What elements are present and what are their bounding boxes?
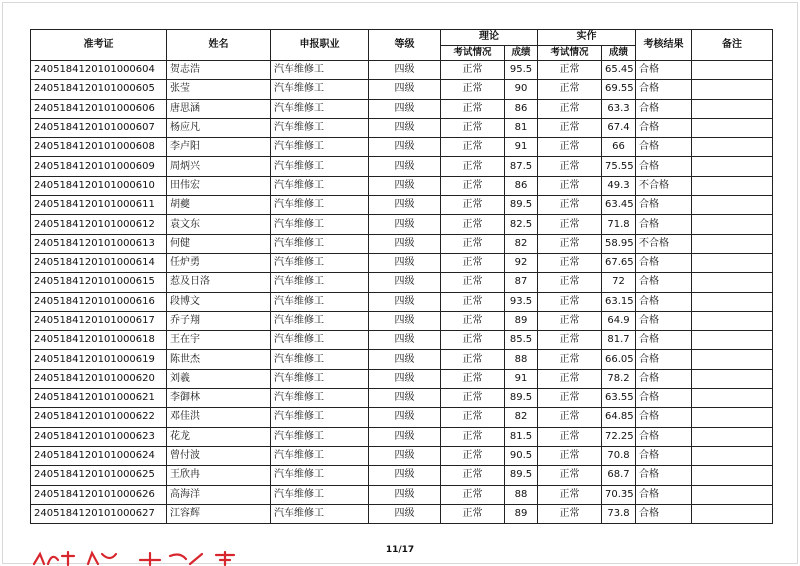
- cell-name: 任炉勇: [167, 253, 271, 272]
- cell-result: 合格: [636, 369, 692, 388]
- table-row: [31, 446, 773, 465]
- cell-practical-score: 68.7: [602, 466, 636, 485]
- cell-practical-status: 正常: [538, 408, 602, 427]
- cell-exam-id: 2405184120101000625: [31, 466, 167, 485]
- cell-remark: [692, 234, 773, 253]
- cell-result: 合格: [636, 138, 692, 157]
- cell-remark: [692, 466, 773, 485]
- cell-remark: [692, 61, 773, 80]
- cell-practical-status: 正常: [538, 369, 602, 388]
- cell-practical-score: 49.3: [602, 176, 636, 195]
- cell-result: 合格: [636, 350, 692, 369]
- cell-practical-status: 正常: [538, 80, 602, 99]
- cell-theory-status: 正常: [441, 311, 505, 330]
- cell-remark: [692, 157, 773, 176]
- cell-theory-status: 正常: [441, 504, 505, 523]
- cell-name: 田伟宏: [167, 176, 271, 195]
- cell-exam-id: 2405184120101000623: [31, 427, 167, 446]
- table-row: [31, 215, 773, 234]
- cell-level: 四级: [369, 408, 441, 427]
- cell-result: 合格: [636, 408, 692, 427]
- cell-name: 刘羲: [167, 369, 271, 388]
- cell-theory-status: 正常: [441, 389, 505, 408]
- cell-name: 乔子翔: [167, 311, 271, 330]
- cell-theory-status: 正常: [441, 350, 505, 369]
- cell-theory-score: 87: [505, 273, 538, 292]
- cell-remark: [692, 273, 773, 292]
- table-row: [31, 350, 773, 369]
- cell-practical-score: 75.55: [602, 157, 636, 176]
- cell-result: 合格: [636, 215, 692, 234]
- cell-result: 合格: [636, 331, 692, 350]
- table-row: [31, 118, 773, 137]
- cell-practical-status: 正常: [538, 61, 602, 80]
- cell-occupation: 汽车维修工: [271, 196, 369, 215]
- cell-name: 王欣冉: [167, 466, 271, 485]
- cell-theory-status: 正常: [441, 61, 505, 80]
- cell-theory-score: 81: [505, 118, 538, 137]
- cell-theory-score: 86: [505, 176, 538, 195]
- cell-remark: [692, 253, 773, 272]
- cell-level: 四级: [369, 331, 441, 350]
- cell-occupation: 汽车维修工: [271, 369, 369, 388]
- cell-occupation: 汽车维修工: [271, 427, 369, 446]
- cell-exam-id: 2405184120101000617: [31, 311, 167, 330]
- cell-practical-status: 正常: [538, 176, 602, 195]
- cell-remark: [692, 176, 773, 195]
- cell-practical-status: 正常: [538, 253, 602, 272]
- cell-practical-score: 58.95: [602, 234, 636, 253]
- cell-name: 李御林: [167, 389, 271, 408]
- cell-remark: [692, 196, 773, 215]
- cell-remark: [692, 389, 773, 408]
- cell-practical-score: 67.65: [602, 253, 636, 272]
- cell-occupation: 汽车维修工: [271, 234, 369, 253]
- cell-theory-score: 95.5: [505, 61, 538, 80]
- cell-name: 张莹: [167, 80, 271, 99]
- cell-level: 四级: [369, 157, 441, 176]
- cell-level: 四级: [369, 176, 441, 195]
- col-header-theory-score: 成绩: [505, 45, 538, 61]
- cell-remark: [692, 446, 773, 465]
- cell-remark: [692, 408, 773, 427]
- cell-exam-id: 2405184120101000610: [31, 176, 167, 195]
- cell-result: 合格: [636, 311, 692, 330]
- cell-level: 四级: [369, 485, 441, 504]
- table-row: [31, 138, 773, 157]
- cell-theory-status: 正常: [441, 234, 505, 253]
- cell-practical-score: 67.4: [602, 118, 636, 137]
- cell-name: 江容辉: [167, 504, 271, 523]
- cell-remark: [692, 504, 773, 523]
- cell-occupation: 汽车维修工: [271, 446, 369, 465]
- cell-practical-status: 正常: [538, 389, 602, 408]
- cell-remark: [692, 331, 773, 350]
- cell-exam-id: 2405184120101000620: [31, 369, 167, 388]
- cell-theory-score: 91: [505, 138, 538, 157]
- cell-practical-status: 正常: [538, 234, 602, 253]
- cell-level: 四级: [369, 292, 441, 311]
- cell-name: 邓佳洪: [167, 408, 271, 427]
- red-stamp-fragment: [30, 550, 250, 566]
- cell-result: 不合格: [636, 234, 692, 253]
- cell-occupation: 汽车维修工: [271, 118, 369, 137]
- cell-theory-status: 正常: [441, 466, 505, 485]
- cell-practical-status: 正常: [538, 196, 602, 215]
- cell-theory-status: 正常: [441, 273, 505, 292]
- cell-practical-score: 72: [602, 273, 636, 292]
- cell-practical-score: 64.85: [602, 408, 636, 427]
- cell-name: 王在宇: [167, 331, 271, 350]
- cell-occupation: 汽车维修工: [271, 215, 369, 234]
- cell-level: 四级: [369, 196, 441, 215]
- cell-level: 四级: [369, 427, 441, 446]
- cell-name: 周炳兴: [167, 157, 271, 176]
- cell-exam-id: 2405184120101000612: [31, 215, 167, 234]
- cell-occupation: 汽车维修工: [271, 311, 369, 330]
- cell-theory-score: 87.5: [505, 157, 538, 176]
- cell-level: 四级: [369, 61, 441, 80]
- cell-exam-id: 2405184120101000618: [31, 331, 167, 350]
- table-row: [31, 427, 773, 446]
- table-row: [31, 504, 773, 523]
- cell-theory-status: 正常: [441, 215, 505, 234]
- col-header-practical: 实作: [538, 30, 636, 46]
- table-row: [31, 485, 773, 504]
- cell-exam-id: 2405184120101000614: [31, 253, 167, 272]
- col-header-remark: 备注: [692, 30, 773, 61]
- cell-result: 合格: [636, 118, 692, 137]
- cell-theory-status: 正常: [441, 253, 505, 272]
- cell-theory-score: 89.5: [505, 389, 538, 408]
- cell-exam-id: 2405184120101000615: [31, 273, 167, 292]
- cell-result: 合格: [636, 427, 692, 446]
- cell-level: 四级: [369, 504, 441, 523]
- cell-result: 不合格: [636, 176, 692, 195]
- cell-exam-id: 2405184120101000607: [31, 118, 167, 137]
- cell-occupation: 汽车维修工: [271, 292, 369, 311]
- cell-result: 合格: [636, 389, 692, 408]
- cell-theory-score: 92: [505, 253, 538, 272]
- cell-theory-score: 81.5: [505, 427, 538, 446]
- cell-name: 高海洋: [167, 485, 271, 504]
- table-row: [31, 369, 773, 388]
- cell-result: 合格: [636, 196, 692, 215]
- cell-occupation: 汽车维修工: [271, 273, 369, 292]
- cell-level: 四级: [369, 215, 441, 234]
- header-row: [31, 30, 773, 46]
- cell-occupation: 汽车维修工: [271, 253, 369, 272]
- cell-name: 惹及日洛: [167, 273, 271, 292]
- cell-result: 合格: [636, 485, 692, 504]
- cell-remark: [692, 215, 773, 234]
- table-row: [31, 80, 773, 99]
- cell-practical-status: 正常: [538, 118, 602, 137]
- cell-exam-id: 2405184120101000604: [31, 61, 167, 80]
- page-number: 11/17: [385, 545, 415, 555]
- cell-exam-id: 2405184120101000609: [31, 157, 167, 176]
- cell-theory-status: 正常: [441, 292, 505, 311]
- col-header-exam-id: 准考证: [31, 30, 167, 61]
- col-header-theory-status: 考试情况: [441, 45, 505, 61]
- cell-exam-id: 2405184120101000624: [31, 446, 167, 465]
- cell-theory-status: 正常: [441, 408, 505, 427]
- cell-occupation: 汽车维修工: [271, 99, 369, 118]
- cell-name: 胡夔: [167, 196, 271, 215]
- cell-practical-status: 正常: [538, 138, 602, 157]
- cell-practical-score: 63.55: [602, 389, 636, 408]
- cell-exam-id: 2405184120101000605: [31, 80, 167, 99]
- cell-practical-score: 70.35: [602, 485, 636, 504]
- cell-theory-score: 82: [505, 234, 538, 253]
- cell-result: 合格: [636, 273, 692, 292]
- cell-practical-status: 正常: [538, 292, 602, 311]
- cell-name: 唐思涵: [167, 99, 271, 118]
- cell-practical-score: 66.05: [602, 350, 636, 369]
- cell-exam-id: 2405184120101000622: [31, 408, 167, 427]
- table-body: [31, 61, 773, 524]
- cell-result: 合格: [636, 253, 692, 272]
- results-table: [30, 29, 773, 524]
- cell-theory-score: 86: [505, 99, 538, 118]
- cell-remark: [692, 80, 773, 99]
- cell-remark: [692, 311, 773, 330]
- cell-theory-score: 89.5: [505, 466, 538, 485]
- cell-level: 四级: [369, 138, 441, 157]
- cell-exam-id: 2405184120101000621: [31, 389, 167, 408]
- cell-remark: [692, 350, 773, 369]
- cell-name: 何健: [167, 234, 271, 253]
- cell-name: 贺志浩: [167, 61, 271, 80]
- cell-remark: [692, 99, 773, 118]
- cell-result: 合格: [636, 292, 692, 311]
- cell-theory-score: 90: [505, 80, 538, 99]
- table-row: [31, 99, 773, 118]
- cell-practical-score: 66: [602, 138, 636, 157]
- cell-theory-score: 93.5: [505, 292, 538, 311]
- table-row: [31, 61, 773, 80]
- cell-theory-status: 正常: [441, 118, 505, 137]
- cell-practical-status: 正常: [538, 427, 602, 446]
- cell-level: 四级: [369, 389, 441, 408]
- col-header-result: 考核结果: [636, 30, 692, 61]
- cell-level: 四级: [369, 369, 441, 388]
- cell-name: 袁文东: [167, 215, 271, 234]
- cell-name: 花龙: [167, 427, 271, 446]
- cell-exam-id: 2405184120101000608: [31, 138, 167, 157]
- cell-practical-score: 69.55: [602, 80, 636, 99]
- cell-practical-score: 70.8: [602, 446, 636, 465]
- cell-level: 四级: [369, 273, 441, 292]
- table-row: [31, 196, 773, 215]
- cell-result: 合格: [636, 61, 692, 80]
- cell-level: 四级: [369, 99, 441, 118]
- cell-occupation: 汽车维修工: [271, 408, 369, 427]
- col-header-practical-score: 成绩: [602, 45, 636, 61]
- cell-name: 曾付波: [167, 446, 271, 465]
- cell-result: 合格: [636, 157, 692, 176]
- cell-level: 四级: [369, 234, 441, 253]
- col-header-level: 等级: [369, 30, 441, 61]
- col-header-occupation: 申报职业: [271, 30, 369, 61]
- table-row: [31, 408, 773, 427]
- cell-remark: [692, 369, 773, 388]
- cell-practical-status: 正常: [538, 485, 602, 504]
- cell-exam-id: 2405184120101000613: [31, 234, 167, 253]
- table-row: [31, 466, 773, 485]
- cell-result: 合格: [636, 466, 692, 485]
- cell-occupation: 汽车维修工: [271, 389, 369, 408]
- cell-theory-score: 85.5: [505, 331, 538, 350]
- cell-exam-id: 2405184120101000611: [31, 196, 167, 215]
- cell-theory-score: 91: [505, 369, 538, 388]
- cell-practical-status: 正常: [538, 466, 602, 485]
- cell-theory-status: 正常: [441, 138, 505, 157]
- cell-theory-score: 89: [505, 504, 538, 523]
- cell-level: 四级: [369, 118, 441, 137]
- cell-theory-score: 88: [505, 350, 538, 369]
- cell-occupation: 汽车维修工: [271, 138, 369, 157]
- cell-theory-status: 正常: [441, 331, 505, 350]
- cell-exam-id: 2405184120101000627: [31, 504, 167, 523]
- cell-occupation: 汽车维修工: [271, 176, 369, 195]
- cell-occupation: 汽车维修工: [271, 331, 369, 350]
- cell-remark: [692, 118, 773, 137]
- cell-occupation: 汽车维修工: [271, 80, 369, 99]
- cell-practical-status: 正常: [538, 99, 602, 118]
- cell-level: 四级: [369, 350, 441, 369]
- cell-remark: [692, 485, 773, 504]
- cell-practical-score: 64.9: [602, 311, 636, 330]
- cell-level: 四级: [369, 80, 441, 99]
- table-row: [31, 389, 773, 408]
- table-row: [31, 157, 773, 176]
- cell-exam-id: 2405184120101000626: [31, 485, 167, 504]
- cell-theory-status: 正常: [441, 157, 505, 176]
- cell-theory-status: 正常: [441, 99, 505, 118]
- cell-practical-status: 正常: [538, 311, 602, 330]
- col-header-name: 姓名: [167, 30, 271, 61]
- col-header-theory: 理论: [441, 30, 538, 46]
- cell-result: 合格: [636, 446, 692, 465]
- cell-remark: [692, 292, 773, 311]
- cell-name: 段博文: [167, 292, 271, 311]
- cell-practical-score: 63.45: [602, 196, 636, 215]
- cell-level: 四级: [369, 253, 441, 272]
- cell-theory-score: 89.5: [505, 196, 538, 215]
- cell-practical-score: 63.3: [602, 99, 636, 118]
- cell-practical-score: 65.45: [602, 61, 636, 80]
- cell-name: 陈世杰: [167, 350, 271, 369]
- cell-practical-score: 72.25: [602, 427, 636, 446]
- cell-exam-id: 2405184120101000616: [31, 292, 167, 311]
- table-row: [31, 292, 773, 311]
- table-row: [31, 234, 773, 253]
- cell-practical-score: 81.7: [602, 331, 636, 350]
- stamp-strokes: [30, 550, 250, 566]
- cell-practical-status: 正常: [538, 273, 602, 292]
- table-row: [31, 331, 773, 350]
- cell-practical-status: 正常: [538, 157, 602, 176]
- cell-practical-status: 正常: [538, 331, 602, 350]
- cell-practical-score: 63.15: [602, 292, 636, 311]
- cell-level: 四级: [369, 466, 441, 485]
- cell-theory-status: 正常: [441, 446, 505, 465]
- cell-theory-status: 正常: [441, 176, 505, 195]
- cell-level: 四级: [369, 446, 441, 465]
- cell-practical-score: 71.8: [602, 215, 636, 234]
- cell-practical-status: 正常: [538, 350, 602, 369]
- cell-theory-status: 正常: [441, 80, 505, 99]
- cell-result: 合格: [636, 504, 692, 523]
- table-row: [31, 273, 773, 292]
- cell-theory-status: 正常: [441, 427, 505, 446]
- cell-occupation: 汽车维修工: [271, 157, 369, 176]
- cell-occupation: 汽车维修工: [271, 466, 369, 485]
- cell-exam-id: 2405184120101000606: [31, 99, 167, 118]
- col-header-practical-status: 考试情况: [538, 45, 602, 61]
- cell-occupation: 汽车维修工: [271, 485, 369, 504]
- cell-theory-status: 正常: [441, 485, 505, 504]
- cell-result: 合格: [636, 99, 692, 118]
- cell-remark: [692, 427, 773, 446]
- table-row: [31, 311, 773, 330]
- cell-theory-score: 89: [505, 311, 538, 330]
- cell-name: 李卢阳: [167, 138, 271, 157]
- cell-theory-status: 正常: [441, 196, 505, 215]
- cell-occupation: 汽车维修工: [271, 350, 369, 369]
- cell-level: 四级: [369, 311, 441, 330]
- cell-name: 杨应凡: [167, 118, 271, 137]
- cell-practical-status: 正常: [538, 215, 602, 234]
- cell-occupation: 汽车维修工: [271, 61, 369, 80]
- table-row: [31, 176, 773, 195]
- cell-theory-status: 正常: [441, 369, 505, 388]
- cell-theory-score: 82: [505, 408, 538, 427]
- cell-exam-id: 2405184120101000619: [31, 350, 167, 369]
- cell-theory-score: 82.5: [505, 215, 538, 234]
- cell-practical-status: 正常: [538, 446, 602, 465]
- cell-practical-score: 78.2: [602, 369, 636, 388]
- cell-practical-score: 73.8: [602, 504, 636, 523]
- cell-result: 合格: [636, 80, 692, 99]
- cell-occupation: 汽车维修工: [271, 504, 369, 523]
- cell-remark: [692, 138, 773, 157]
- cell-theory-score: 90.5: [505, 446, 538, 465]
- cell-practical-status: 正常: [538, 504, 602, 523]
- cell-theory-score: 88: [505, 485, 538, 504]
- table-row: [31, 253, 773, 272]
